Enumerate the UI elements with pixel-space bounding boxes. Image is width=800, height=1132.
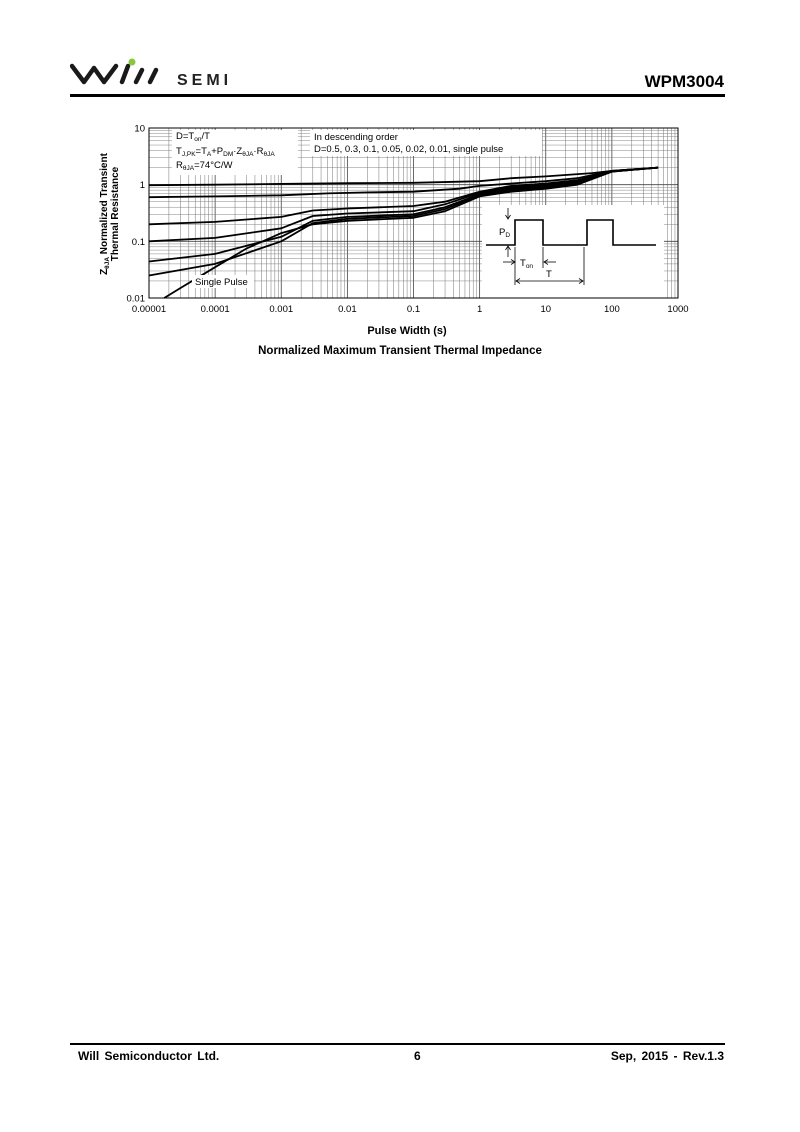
y-tick-labels — [127, 124, 146, 305]
transient-thermal-impedance-chart — [90, 118, 700, 343]
svg-text:PD: $P_D$ — [499, 227, 511, 239]
thermal-resistance-value: $R_{\theta JA}=74^\circ C/W$ — [176, 160, 233, 172]
footer-company: Will Semiconductor Ltd. — [78, 1049, 220, 1063]
y-tick-label: 0.1 — [131, 236, 145, 248]
will-semi-logo — [70, 58, 175, 88]
pulse-waveform-inset — [482, 205, 664, 299]
y-tick-label: 10 — [134, 123, 145, 135]
x-tick-label: 100 — [603, 304, 620, 315]
x-tick-label: 0.001 — [269, 304, 294, 315]
x-tick-label: 0.1 — [406, 304, 421, 315]
x-tick-label: 0.01 — [338, 304, 357, 315]
x-axis-label: Pulse Width (s) — [367, 325, 447, 337]
duty-cycle-formula: $D=T_{on}/T$ — [176, 131, 210, 143]
x-tick-label: 0.00001 — [131, 304, 167, 315]
footer-revision: Sep, 2015 - Rev.1.3 — [610, 1049, 724, 1063]
junction-temp-formula: $T_{J,PK}=T_A+P_{DM}\cdot Z_{\theta JA}\cdot R_{\theta JA}$ — [176, 146, 275, 158]
svg-text:Thermal Resistance: Thermal Resistance — [110, 166, 121, 262]
y-axis-label — [99, 152, 121, 275]
document-title: WPM3004 — [644, 72, 724, 91]
svg-text:T: T — [546, 269, 552, 280]
duty-list: D=0.5, 0.3, 0.1, 0.05, 0.02, 0.01, single pulse — [314, 144, 504, 155]
footer-page-number: 6 — [414, 1049, 421, 1063]
order-note: In descending order — [314, 132, 398, 143]
chart-title: Normalized Maximum Transient Thermal Impedance — [258, 345, 542, 357]
single-pulse-label: Single Pulse — [195, 277, 248, 288]
header-rule — [70, 94, 725, 97]
x-tick-label: 10 — [540, 304, 552, 315]
x-tick-label: 0.0001 — [200, 304, 230, 315]
x-tick-label: 1000 — [667, 304, 689, 315]
footer-rule — [70, 1043, 725, 1045]
x-tick-label: 1 — [476, 304, 483, 315]
svg-text:ZθJA Normalized Transient: $Z_{\theta JA}$ Normalized Transient — [99, 153, 111, 275]
brand-text: SEMI — [177, 72, 233, 89]
x-tick-labels — [132, 304, 689, 315]
y-tick-label: 0.01 — [126, 293, 145, 305]
y-tick-label: 1 — [139, 180, 145, 192]
svg-text:Ton: $T_{on}$ — [520, 258, 534, 270]
